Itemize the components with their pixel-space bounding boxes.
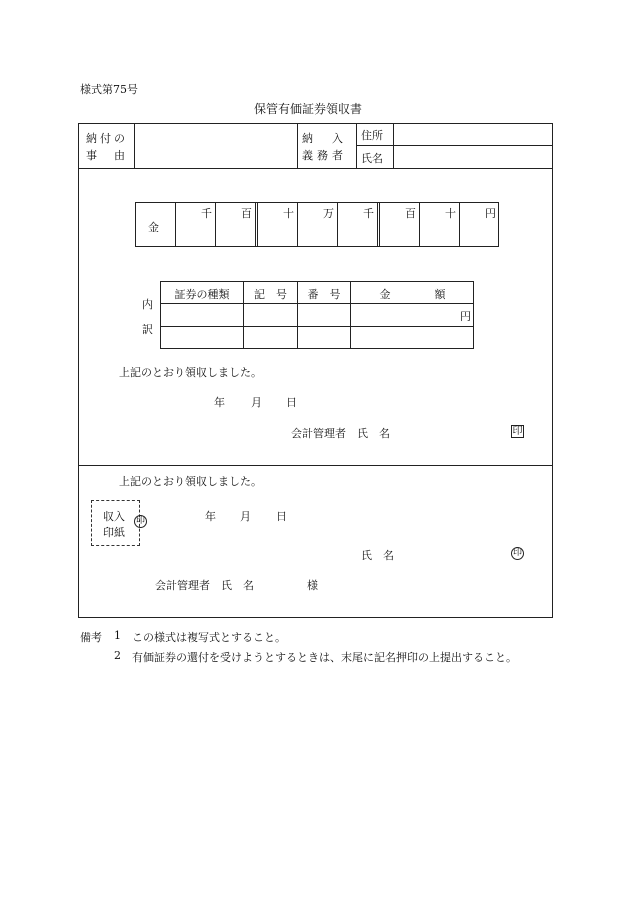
digit-label: 千 <box>363 207 374 220</box>
payment-reason-field[interactable] <box>135 124 296 167</box>
form-number: 様式第75号 <box>80 83 138 96</box>
digit-label: 万 <box>323 207 334 220</box>
seal-round-icon: 印 <box>512 548 522 558</box>
breakdown-header-amount: 金 額 <box>379 288 446 301</box>
date-year-2: 年 <box>205 510 216 523</box>
revenue-stamp-label-2: 印紙 <box>103 526 125 539</box>
date-month-2: 月 <box>240 510 251 523</box>
accountant-name-label-1: 会計管理者 氏 名 <box>291 427 390 440</box>
revenue-stamp-label-1: 収入 <box>103 510 125 523</box>
name-field[interactable] <box>394 146 552 167</box>
payer-label-1: 納 入 <box>302 132 347 145</box>
address-label: 住所 <box>361 129 383 142</box>
breakdown-header-symbol: 記 号 <box>254 288 287 301</box>
digit-label: 百 <box>241 207 252 220</box>
payer-label-2: 義務者 <box>302 149 347 162</box>
payment-reason-label-2: 事 由 <box>86 149 128 162</box>
digit-label: 百 <box>405 207 416 220</box>
digit-label: 十 <box>445 207 456 220</box>
amount-kin-label: 金 <box>148 221 159 234</box>
breakdown-side-label-2: 訳 <box>142 323 153 336</box>
breakdown-yen-unit: 円 <box>460 310 471 323</box>
name-label: 氏名 <box>361 152 383 165</box>
accountant-name-label-2: 会計管理者 氏 名 <box>155 579 254 592</box>
receipt-text-1: 上記のとおり領収しました。 <box>119 366 262 379</box>
address-field[interactable] <box>394 124 552 145</box>
date-year-1: 年 <box>214 396 225 409</box>
payment-reason-label-1: 納付の <box>86 132 128 145</box>
digit-label: 円 <box>485 207 496 220</box>
note-text: この様式は複写式とすること。 <box>132 631 286 644</box>
honorific-sama: 様 <box>307 579 318 592</box>
notes-label: 備考 <box>80 631 102 644</box>
seal-square-icon: 印 <box>512 426 523 437</box>
date-day-1: 日 <box>286 396 297 409</box>
date-day-2: 日 <box>276 510 287 523</box>
digit-label: 十 <box>283 207 294 220</box>
date-month-1: 月 <box>251 396 262 409</box>
digit-label: 千 <box>201 207 212 220</box>
breakdown-side-label-1: 内 <box>142 298 153 311</box>
seal-round-icon: 印 <box>135 516 145 526</box>
note-number: 1 <box>114 629 121 642</box>
page-title: 保管有価証券領収書 <box>254 102 363 116</box>
note-number: 2 <box>114 649 121 662</box>
name-label-2: 氏 名 <box>361 549 394 562</box>
receipt-text-2: 上記のとおり領収しました。 <box>119 475 262 488</box>
breakdown-header-type: 証券の種類 <box>174 288 230 301</box>
note-text: 有価証券の還付を受けようとするときは、末尾に記名押印の上提出すること。 <box>132 651 517 664</box>
breakdown-header-number: 番 号 <box>307 288 341 301</box>
